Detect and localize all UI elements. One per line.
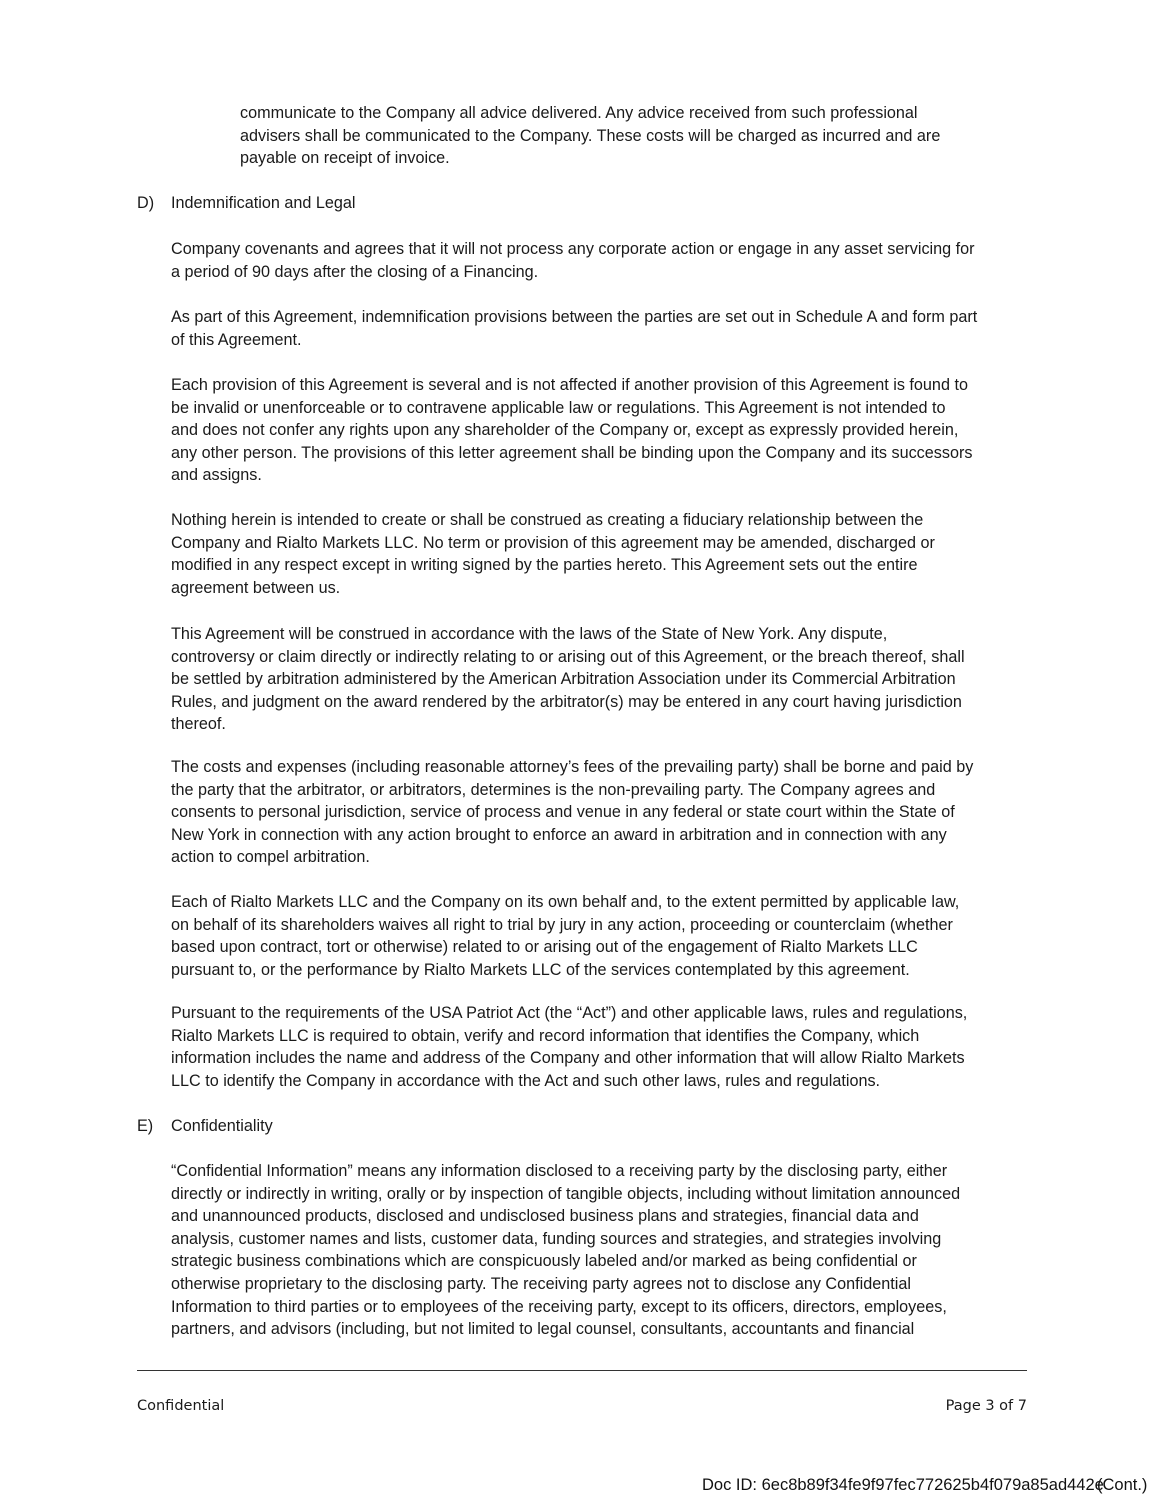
- paragraph: [171, 891, 959, 981]
- text-line: based upon contract, tort or otherwise) related to or arising out of the engagement of Rialto Markets LLC: [171, 938, 918, 957]
- footer-confidential-label: Confidential: [137, 1398, 225, 1414]
- text-line: New York in connection with any action brought to enforce an award in arbitration and in connection with any: [171, 825, 947, 844]
- carryover-paragraph: [240, 102, 940, 170]
- text-line: Rules, and judgment on the award rendered by the arbitrator(s) may be entered in any court having jurisdiction: [171, 692, 962, 711]
- text-line: information includes the name and address of the Company and other information that will allow Rialto Markets: [171, 1049, 965, 1068]
- paragraph: [171, 1160, 960, 1341]
- text-line: pursuant to, or the performance by Rialto Markets LLC of the services contemplated by this agreement.: [171, 960, 910, 979]
- text-line: Information to third parties or to employees of the receiving party, except to its officers, directors, employees,: [171, 1297, 947, 1316]
- paragraph: [171, 756, 973, 869]
- text-line: analysis, customer names and lists, customer data, funding sources and strategies, and strategies involving: [171, 1229, 942, 1248]
- paragraph: [171, 509, 935, 599]
- doc-id-text: Doc ID: 6ec8b89f34fe9f97fec772625b4f079a85ad442e: [702, 1476, 1104, 1494]
- doc-id-continued: (Cont.): [1097, 1476, 1148, 1494]
- text-line: and unannounced products, disclosed and undisclosed business plans and strategies, financial data and: [171, 1207, 919, 1226]
- footer-divider: [137, 1370, 1027, 1371]
- paragraph: [171, 238, 975, 283]
- text-line: be invalid or unenforceable or to contravene applicable law or regulations. This Agreement is not intended to: [171, 398, 946, 417]
- text-line: Pursuant to the requirements of the USA Patriot Act (the “Act”) and other applicable laws, rules and regulations,: [171, 1004, 968, 1022]
- text-line: This Agreement will be construed in accordance with the laws of the State of New York. Any dispute,: [171, 625, 888, 643]
- paragraph: [171, 374, 972, 487]
- text-line: and does not confer any rights upon any shareholder of the Company or, except as expressly provided herein,: [171, 421, 959, 440]
- text-line: action to compel arbitration.: [171, 848, 370, 867]
- text-line: LLC to identify the Company in accordance with the Act and such other laws, rules and regulations.: [171, 1071, 881, 1090]
- text-line: and assigns.: [171, 466, 262, 485]
- text-line: any other person. The provisions of this letter agreement shall be binding upon the Company and its successors: [171, 443, 973, 462]
- text-line: Nothing herein is intended to create or shall be construed as creating a fiduciary relationship between the: [171, 511, 924, 529]
- text-line: Company covenants and agrees that it will not process any corporate action or engage in any asset servicing for: [171, 240, 975, 258]
- text-line: a period of 90 days after the closing of a Financing.: [171, 262, 539, 281]
- text-line: modified in any respect except in writing signed by the parties hereto. This Agreement sets out the entire: [171, 556, 918, 575]
- text-line: thereof.: [171, 715, 226, 734]
- text-line: controversy or claim directly or indirectly relating to or arising out of this Agreement, or the breach thereof, shall: [171, 647, 965, 666]
- text-line: be settled by arbitration administered by the American Arbitration Association under its Commercial Arbitration: [171, 670, 956, 689]
- text-line: strategic business combinations which are conspicuously labeled and/or marked as being confidential or: [171, 1252, 917, 1271]
- doc-id-stamp: [702, 1474, 1148, 1496]
- text-line: directly or indirectly in writing, orally or by inspection of tangible objects, including without limitation announced: [171, 1184, 961, 1203]
- text-line: Each of Rialto Markets LLC and the Company on its own behalf and, to the extent permitted by applicable law,: [171, 893, 960, 911]
- text-line: agreement between us.: [171, 578, 341, 597]
- text-line: Rialto Markets LLC is required to obtain, verify and record information that identifies the Company, which: [171, 1026, 920, 1045]
- footer-page-number: Page 3 of 7: [945, 1398, 1027, 1414]
- text-line: Each provision of this Agreement is several and is not affected if another provision of this Agreement is found to: [171, 376, 968, 394]
- section-letter: D): [137, 194, 155, 212]
- text-line: As part of this Agreement, indemnification provisions between the parties are set out in Schedule A and form part: [171, 308, 978, 326]
- section-title: Indemnification and Legal: [171, 194, 356, 212]
- text-line: The costs and expenses (including reasonable attorney’s fees of the prevailing party) shall be borne and paid by: [171, 758, 974, 776]
- text-line: consents to personal jurisdiction, service of process and venue in any federal or state court within the State of: [171, 803, 955, 822]
- text-line: Company and Rialto Markets LLC. No term or provision of this agreement may be amended, discharged or: [171, 533, 935, 552]
- paragraph: [171, 306, 977, 351]
- paragraph: [171, 1002, 967, 1092]
- text-line: of this Agreement.: [171, 330, 302, 349]
- text-line: on behalf of its shareholders waives all right to trial by jury in any action, proceeding or counterclaim (whether: [171, 915, 953, 934]
- text-line: payable on receipt of invoice.: [240, 149, 450, 168]
- text-line: otherwise proprietary to the disclosing party. The receiving party agrees not to disclose any Confidential: [171, 1274, 911, 1293]
- section-title: Confidentiality: [171, 1117, 273, 1135]
- text-line: “Confidential Information” means any information disclosed to a receiving party by the disclosing party, either: [171, 1162, 948, 1180]
- text-line: partners, and advisors (including, but not limited to legal counsel, consultants, accountants and financial: [171, 1320, 915, 1339]
- section-letter: E): [137, 1117, 154, 1135]
- text-line: communicate to the Company all advice delivered. Any advice received from such professional: [240, 104, 918, 122]
- paragraph: [171, 623, 965, 736]
- text-line: the party that the arbitrator, or arbitrators, determines is the non-prevailing party. The Company agrees and: [171, 780, 936, 799]
- text-line: advisers shall be communicated to the Company. These costs will be charged as incurred and are: [240, 126, 941, 145]
